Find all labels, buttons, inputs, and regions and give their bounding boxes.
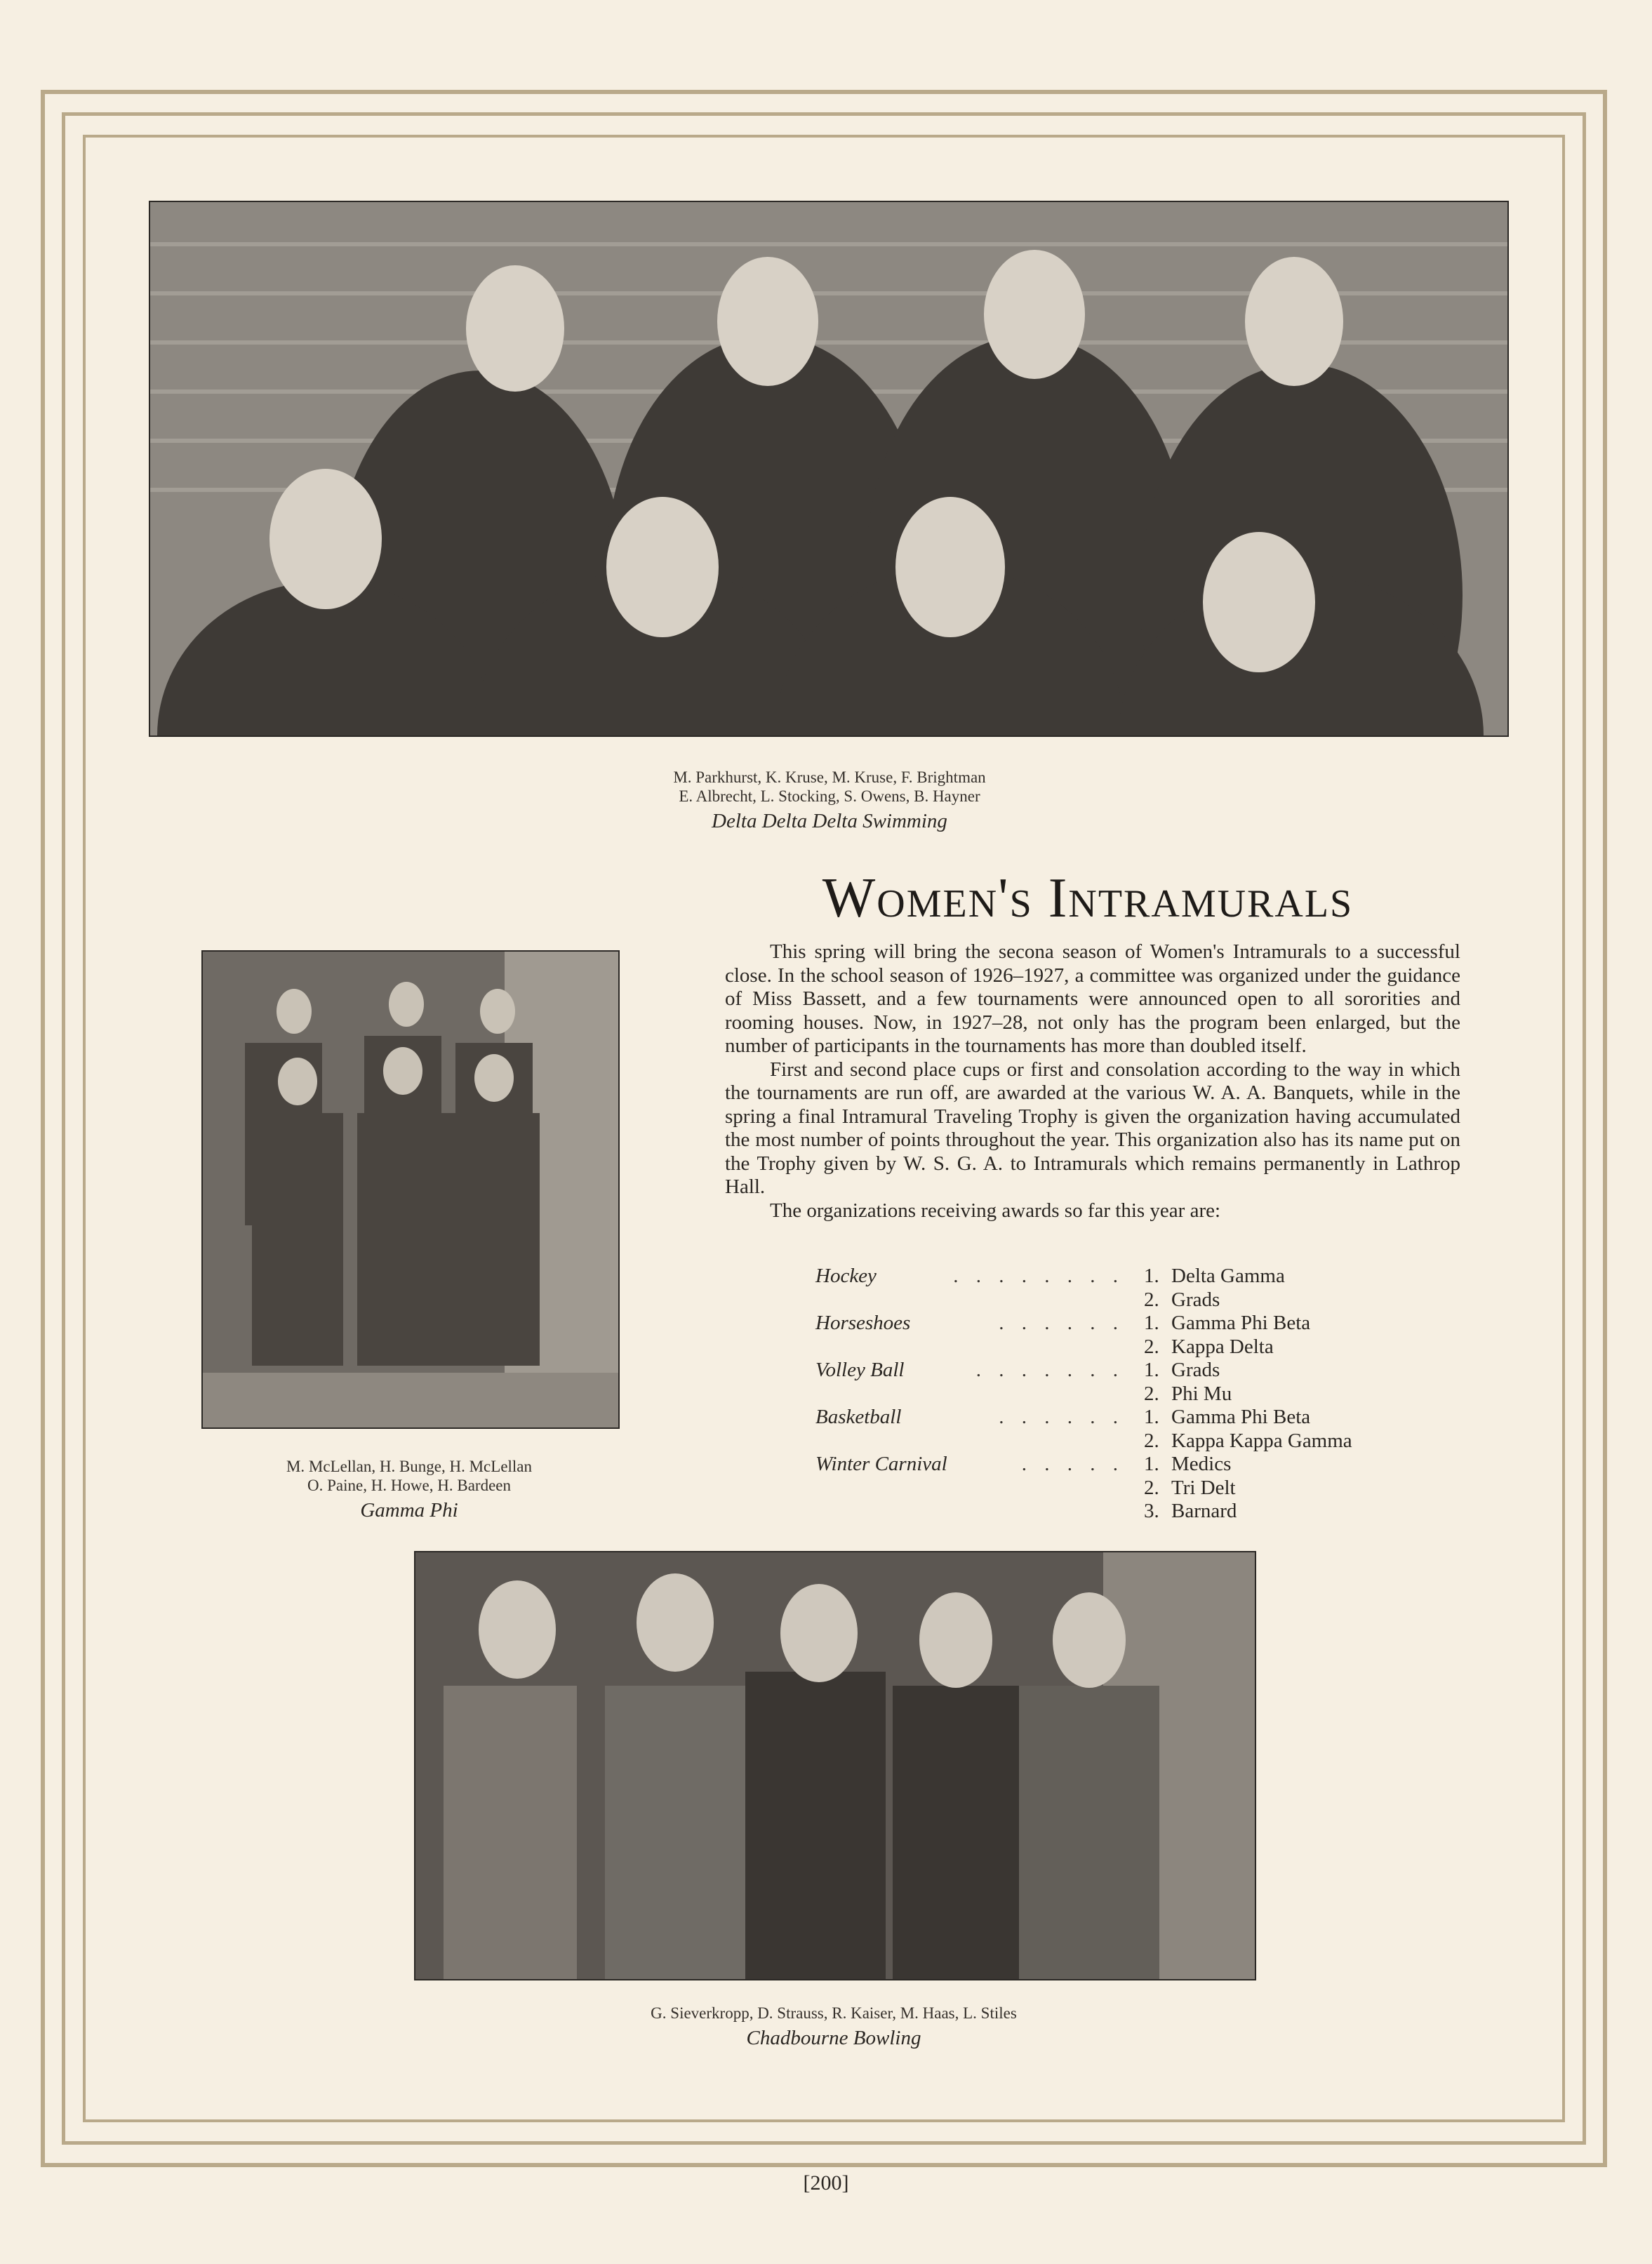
award-organization: Gamma Phi Beta xyxy=(1171,1312,1311,1334)
bottom-photo-caption xyxy=(484,2004,1183,2051)
page-title: Women's Intramurals xyxy=(822,867,1354,929)
bottom-photo-names-line1: G. Sieverkropp, D. Strauss, R. Kaiser, M. Haas, L. Stiles xyxy=(651,2004,1017,2022)
award-row xyxy=(815,1477,1447,1500)
left-group-photo xyxy=(201,950,620,1429)
award-rank: 2. xyxy=(1144,1382,1159,1405)
award-rank: 1. xyxy=(1144,1265,1159,1287)
top-photo-names-line1: M. Parkhurst, K. Kruse, M. Kruse, F. Brightman xyxy=(673,768,986,786)
award-row xyxy=(815,1500,1447,1524)
left-photo-names-line2: O. Paine, H. Howe, H. Bardeen xyxy=(307,1477,511,1494)
award-rank: 1. xyxy=(1144,1453,1159,1475)
award-rank: 1. xyxy=(1144,1312,1159,1334)
article-paragraph-1: This spring will bring the secona season of Women's Intramurals to a successful close. In the school season of 1926–1927, a committee was organized under the guidance of Miss Bassett, and a few tournaments were announced open to all sororities and rooming houses. Now, in 1927–28, not only has the program been enlarged, but the number of participants in the tournaments has more than doubled itself. xyxy=(725,940,1460,1057)
award-sport: Basketball xyxy=(815,1406,902,1428)
article-paragraph-2: First and second place cups or first and consolation according to the way in which the tournaments are run off, are awarded at the various W. A. A. Banquets, while in the spring a final Intramural Traveling Trophy is given the organization having accumulated the most number of points throughout the year. This organization also has its name put on the Trophy given by W. S. G. A. to Intramurals which remains permanently in Lathrop Hall. xyxy=(725,1058,1460,1198)
top-photo-names-line2: E. Albrecht, L. Stocking, S. Owens, B. Hayner xyxy=(679,787,980,805)
top-photo-caption xyxy=(500,768,1159,834)
award-leader-dots: . . . . . . xyxy=(999,1406,1124,1428)
award-leader-dots: . . . . . . . . xyxy=(953,1265,1124,1287)
award-leader-dots: . . . . . . xyxy=(999,1312,1124,1334)
award-leader-dots: . . . . . . . xyxy=(975,1359,1124,1381)
bottom-group-photo xyxy=(414,1551,1256,1980)
award-sport: Volley Ball xyxy=(815,1359,905,1381)
left-photo-names-line1: M. McLellan, H. Bunge, H. McLellan xyxy=(286,1458,533,1475)
award-row xyxy=(815,1406,1447,1430)
awards-intro: The organizations receiving awards so far this year are: xyxy=(770,1199,1221,1222)
top-group-photo xyxy=(149,201,1509,737)
award-row xyxy=(815,1430,1447,1453)
award-organization: Kappa Delta xyxy=(1171,1335,1274,1358)
award-rank: 3. xyxy=(1144,1500,1159,1522)
award-organization: Gamma Phi Beta xyxy=(1171,1406,1311,1428)
award-organization: Tri Delt xyxy=(1171,1476,1236,1499)
article-body xyxy=(725,940,1460,1223)
award-rank: 2. xyxy=(1144,1476,1159,1499)
award-organization: Medics xyxy=(1171,1453,1232,1475)
bottom-photo-title: Chadbourne Bowling xyxy=(746,2027,921,2049)
award-rank: 2. xyxy=(1144,1335,1159,1358)
top-photo-title: Delta Delta Delta Swimming xyxy=(712,810,947,832)
award-row xyxy=(815,1359,1447,1383)
awards-list xyxy=(815,1265,1447,1524)
award-rank: 1. xyxy=(1144,1359,1159,1381)
award-row xyxy=(815,1312,1447,1336)
award-organization: Phi Mu xyxy=(1171,1382,1232,1405)
award-organization: Grads xyxy=(1171,1359,1220,1381)
award-rank: 2. xyxy=(1144,1288,1159,1311)
award-organization: Barnard xyxy=(1171,1500,1237,1522)
award-sport: Winter Carnival xyxy=(815,1453,947,1475)
award-row xyxy=(815,1265,1447,1289)
left-photo-title: Gamma Phi xyxy=(360,1499,458,1521)
page-number: [200] xyxy=(803,2171,849,2195)
award-organization: Grads xyxy=(1171,1288,1220,1311)
left-photo-caption xyxy=(201,1457,617,1523)
award-leader-dots: . . . . . xyxy=(1021,1453,1124,1475)
award-rank: 1. xyxy=(1144,1406,1159,1428)
award-rank: 2. xyxy=(1144,1429,1159,1452)
award-organization: Kappa Kappa Gamma xyxy=(1171,1429,1352,1452)
award-row xyxy=(815,1336,1447,1359)
award-row xyxy=(815,1289,1447,1312)
award-row xyxy=(815,1453,1447,1477)
award-row xyxy=(815,1383,1447,1406)
award-organization: Delta Gamma xyxy=(1171,1265,1285,1287)
award-sport: Hockey xyxy=(815,1265,877,1287)
award-sport: Horseshoes xyxy=(815,1312,911,1334)
